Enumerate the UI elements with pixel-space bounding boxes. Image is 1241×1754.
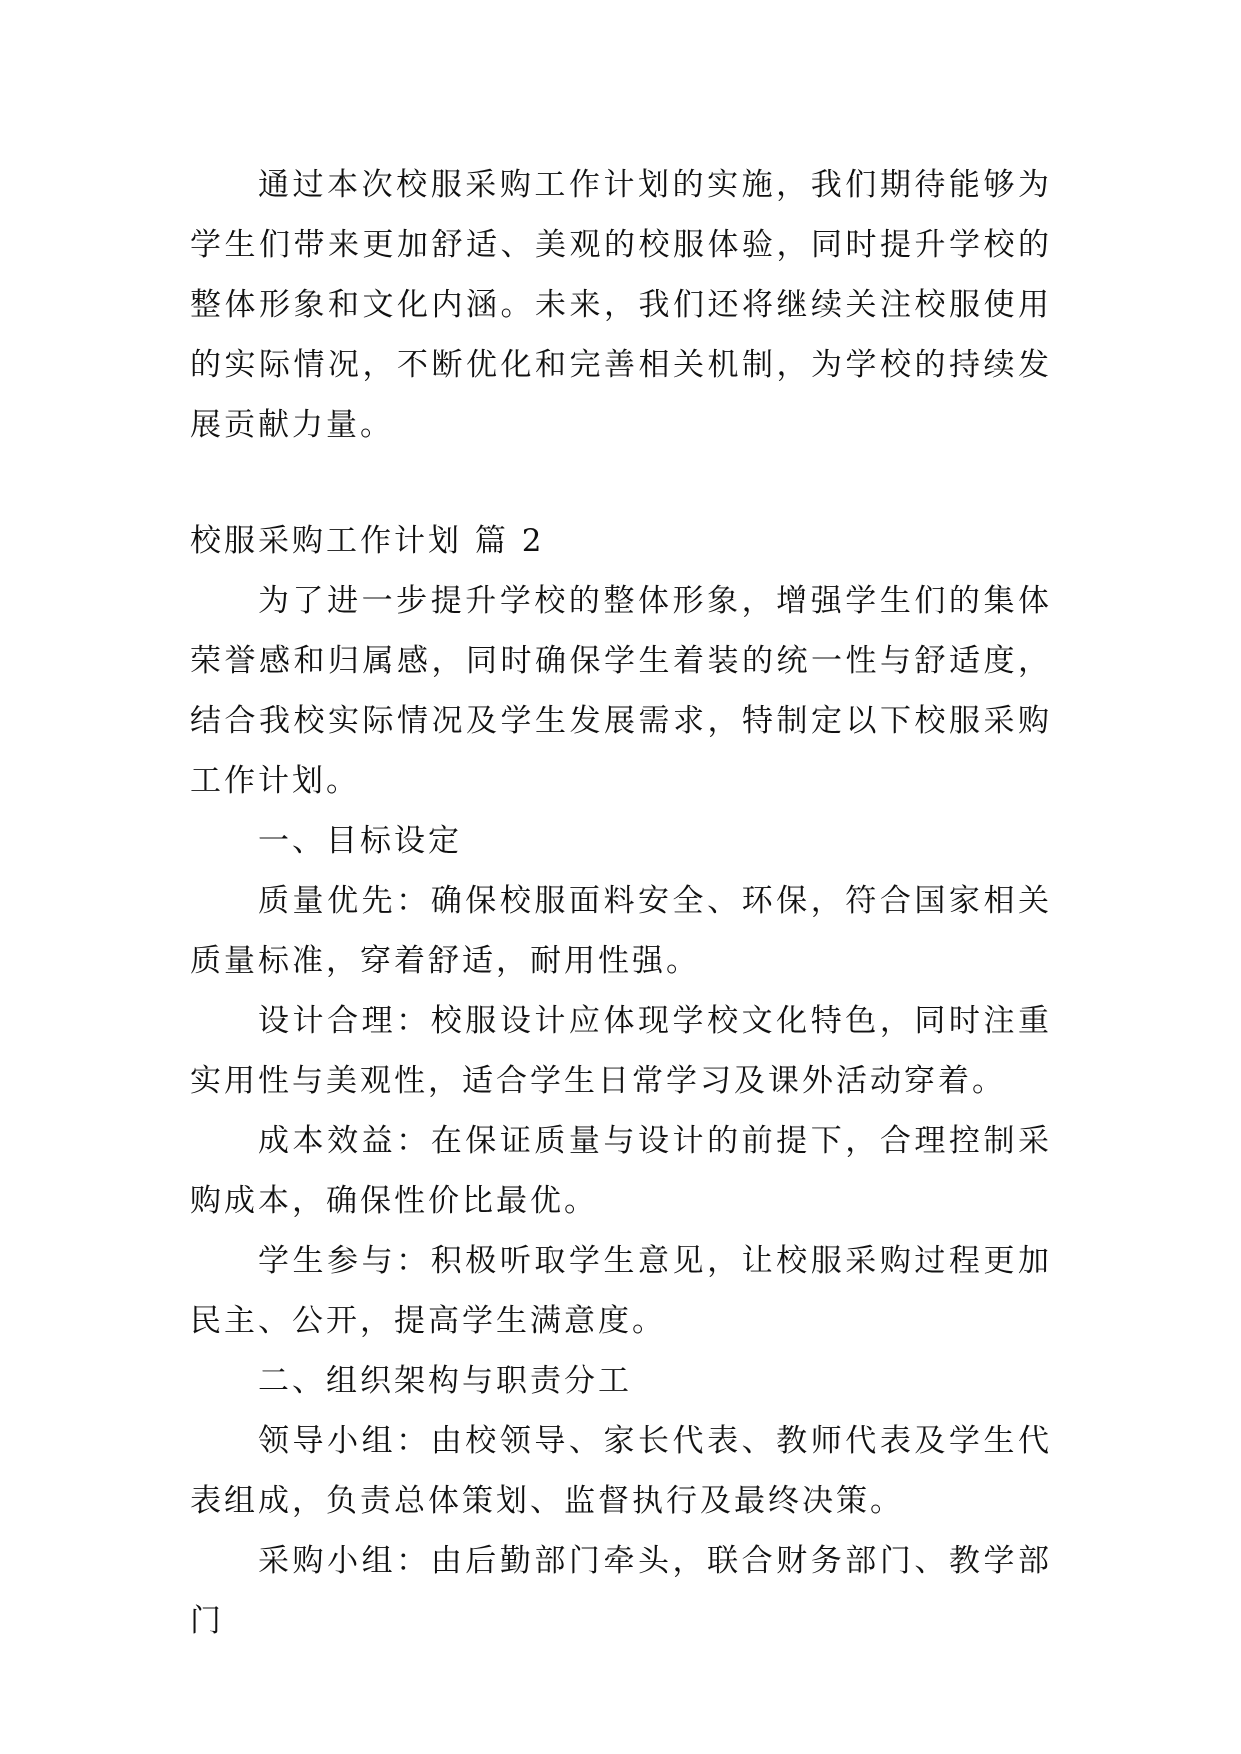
goal-design-paragraph: 设计合理：校服设计应体现学校文化特色，同时注重实用性与美观性，适合学生日常学习及课外活动穿着。 [190,1003,1052,1099]
intro-paragraph: 通过本次校服采购工作计划的实施，我们期待能够为学生们带来更加舒适、美观的校服体验，同时提升学校的整体形象和文化内涵。未来，我们还将继续关注校服使用的实际情况，不断优化和完善相关机制，为学校的持续发展贡献力量。 [190,167,1052,443]
section-title-goals: 一、目标设定 [258,823,462,859]
role-leadership-paragraph: 领导小组：由校领导、家长代表、教师代表及学生代表组成，负责总体策划、监督执行及最终决策。 [190,1423,1052,1519]
document-page [190,155,1052,1651]
goal-cost-paragraph: 成本效益：在保证质量与设计的前提下，合理控制采购成本，确保性价比最优。 [190,1123,1052,1219]
role-procurement-paragraph: 采购小组：由后勤部门牵头，联合财务部门、教学部门 [190,1543,1052,1639]
goal-quality-paragraph: 质量优先：确保校服面料安全、环保，符合国家相关质量标准，穿着舒适，耐用性强。 [190,883,1052,979]
purpose-paragraph: 为了进一步提升学校的整体形象，增强学生们的集体荣誉感和归属感，同时确保学生着装的统一性与舒适度，结合我校实际情况及学生发展需求，特制定以下校服采购工作计划。 [190,583,1052,799]
goal-student-paragraph: 学生参与：积极听取学生意见，让校服采购过程更加民主、公开，提高学生满意度。 [190,1243,1052,1339]
section-heading: 校服采购工作计划 篇 2 [190,523,545,559]
section-title-organization: 二、组织架构与职责分工 [258,1363,632,1399]
